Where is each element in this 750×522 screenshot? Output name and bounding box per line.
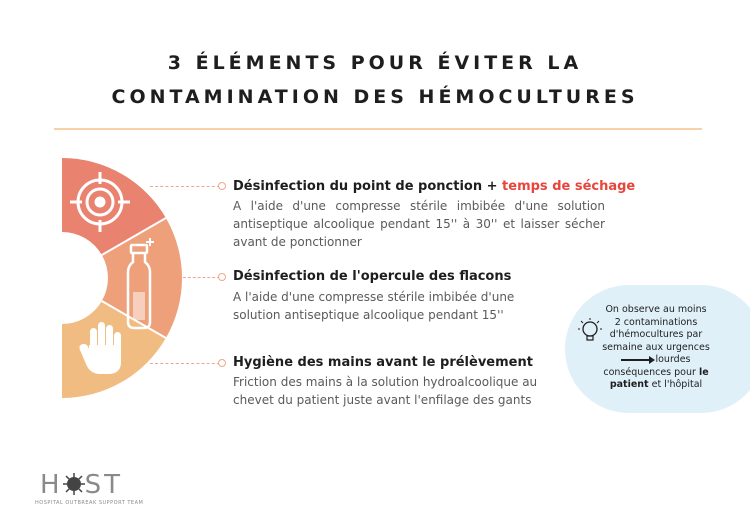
bubble-line-3: d'hémocultures par [609, 329, 703, 340]
connector-3 [150, 363, 220, 364]
bubble-text [596, 304, 716, 392]
item-1-heading-accent: temps de séchage [502, 179, 636, 194]
connector-dot-3 [218, 359, 226, 367]
bubble-line-2: 2 contaminations [614, 316, 698, 328]
segmented-arc [0, 0, 240, 420]
item-1-description: A l'aide d'une compresse stérile imbibée d'une solution antiseptique alcoolique pendant 15'' à 30'' et laisser sécher avant de ponctionner [233, 199, 605, 249]
page-title-line-1: 3 ÉLÉMENTS POUR ÉVITER LA [167, 52, 583, 74]
bubble-line-1: On observe au moins [605, 304, 707, 315]
connector-dot-2 [218, 273, 226, 281]
bubble-line-4: semaine aux urgences [602, 341, 710, 353]
bubble-line-5: lourdes [596, 354, 716, 367]
item-3-description: Friction des mains à la solution hydroalcoolique au chevet du patient juste avant l'enfilage des gants [233, 375, 538, 407]
item-1-heading-text: Désinfection du point de ponction + [233, 179, 498, 194]
bubble-line-6: conséquences pour le [603, 366, 709, 378]
arrow-icon [621, 356, 655, 364]
virus-icon [63, 472, 85, 494]
host-logo: H ST [40, 470, 123, 500]
connector-2 [183, 277, 220, 278]
connector-1 [150, 186, 220, 187]
bubble-line-7: patient et l'hôpital [609, 379, 703, 390]
item-2-heading: Désinfection de l'opercule des flacons [233, 269, 512, 284]
page-title-line-2: CONTAMINATION DES HÉMOCULTURES [111, 86, 639, 108]
item-1-heading [233, 179, 635, 194]
item-2-description: A l'aide d'une compresse stérile imbibée d'une solution antiseptique alcoolique pendant 15'' [233, 290, 515, 322]
item-3-heading: Hygiène des mains avant le prélèvement [233, 355, 533, 370]
connector-dot-1 [218, 182, 226, 190]
logo-subtitle: HOSPITAL OUTBREAK SUPPORT TEAM [35, 500, 144, 506]
